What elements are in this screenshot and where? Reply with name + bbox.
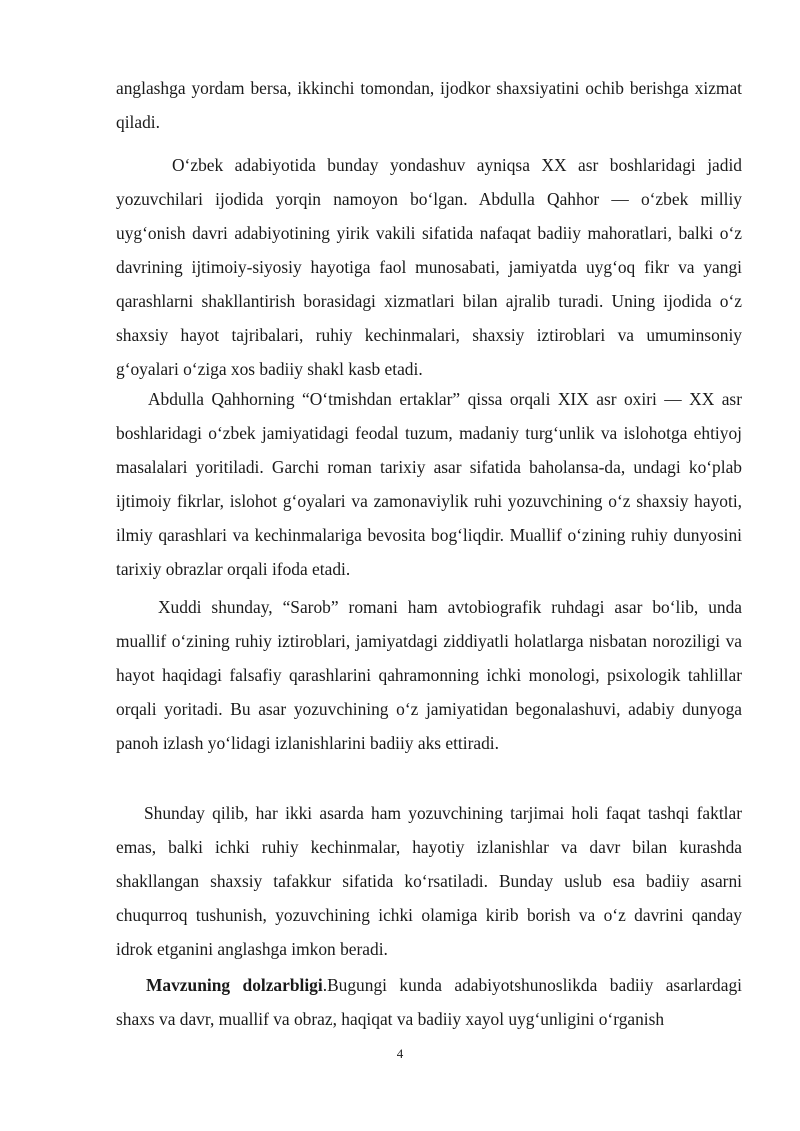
paragraph-continuation: anglashga yordam bersa, ikkinchi tomondan, ijodkor shaxsiyatini ochib berishga xizmat qiladi. — [116, 78, 742, 132]
relevance-text: .Bugungi kunda adabiyotshunoslikda badiiy asarlardagi shaxs va davr, muallif va obraz, haqiqat va badiiy xayol uyg‘unligini o‘rganish — [116, 975, 742, 1029]
paragraph-jadid-writers: O‘zbek adabiyotida bunday yondashuv ayniqsa XX asr boshlaridagi jadid yozuvchilari ijodida yorqin namoyon bo‘lgan. Abdulla Qahhor — o‘zbek milliy uyg‘onish davri adabiyotining yirik vakili sifatida nafaqat badiiy mahoratlari, balki o‘z davrining ijtimoiy-siyosiy hayotiga faol munosabati, jamiyatda uyg‘oq fikr va yangi qarashlarni shakllantirish borasidagi xizmatlari bilan ajralib turadi. Uning ijodida o‘z shaxsiy hayot tajribalari, ruhiy kechinmalari, shaxsiy iztiroblari va umuminsoniy g‘oyalari o‘ziga xos badiiy shakl kasb etadi. — [116, 155, 742, 379]
paragraph-sarob: Xuddi shunday, “Sarob” romani ham avtobiografik ruhdagi asar bo‘lib, unda muallif o‘zining ruhiy iztiroblari, jamiyatdagi ziddiyatli holatlarga nisbatan noroziligi va hayot haqidagi falsafiy qarashlarini qahramonning ichki monologi, psixologik tahlillar orqali yoritadi. Bu asar yozuvchining o‘z jamiyatidan begonalashuvi, adabiy dunyoga panoh izlash yo‘lidagi izlanishlarini badiiy aks ettiradi. — [116, 597, 742, 753]
paragraph-conclusion: Shunday qilib, har ikki asarda ham yozuvchining tarjimai holi faqat tashqi faktlar emas, balki ichki ruhiy kechinmalar, hayotiy izlanishlar va davr bilan kurashda shakllangan shaxsiy tafakkur sifatida ko‘rsatiladi. Bunday uslub esa badiiy asarni chuqurroq tushunish, yozuvchining ichki olamiga kirib borish va o‘z davrini qanday idrok etganini anglashga imkon beradi. — [116, 803, 742, 959]
paragraph-otmishdan-ertaklar: Abdulla Qahhorning “O‘tmishdan ertaklar” qissa orqali XIX asr oxiri — XX asr boshlaridagi o‘zbek jamiyatidagi feodal tuzum, madaniy turg‘unlik va islohotga ehtiyoj masalalari yoritiladi. Garchi roman tarixiy asar sifatida baholansa-da, undagi ko‘plab ijtimoiy fikrlar, islohot g‘oyalari va zamonaviylik ruhi yozuvchining o‘z shaxsiy hayoti, ilmiy qarashlari va kechinmalariga bevosita bog‘liqdir. Muallif o‘zining ruhiy dunyosini tarixiy obrazlar orqali ifoda etadi. — [116, 389, 742, 579]
relevance-heading: Mavzuning dolzarbligi — [146, 975, 323, 995]
page-number: 4 — [396, 1046, 404, 1061]
paragraph-relevance — [116, 968, 742, 1036]
